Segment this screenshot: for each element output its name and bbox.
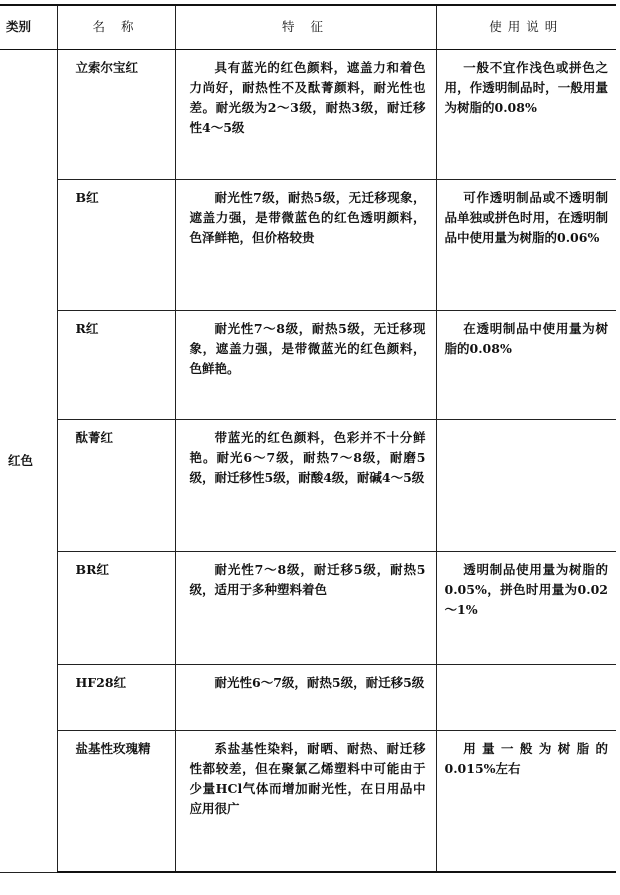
table-row bbox=[0, 730, 616, 872]
pigment-name: 立索尔宝红 bbox=[57, 49, 175, 179]
table-row bbox=[0, 664, 616, 730]
table-row bbox=[0, 49, 616, 179]
pigment-features: 耐光性7～8级，耐热5级，无迁移现象，遮盖力强，是带微蓝光的红色颜料，色鲜艳。 bbox=[175, 310, 436, 419]
table-row bbox=[0, 179, 616, 310]
pigment-usage: 用量一般为树脂的0.015%左右 bbox=[436, 730, 616, 872]
pigment-features: 系盐基性染料，耐晒、耐热、耐迁移性都较差，但在聚氯乙烯塑料中可能由于少量HCl气体而增加耐光性，在日用品中应用很广 bbox=[175, 730, 436, 872]
header-usage: 使用说明 bbox=[436, 5, 616, 49]
pigment-usage bbox=[436, 419, 616, 551]
pigment-features: 具有蓝光的红色颜料，遮盖力和着色力尚好，耐热性不及酞菁颜料，耐光性也差。耐光级为2～3级，耐热3级，耐迁移性4～5级 bbox=[175, 49, 436, 179]
header-category: 类别 bbox=[0, 5, 57, 49]
pigment-name: 盐基性玫瑰精 bbox=[57, 730, 175, 872]
pigment-name: BR红 bbox=[57, 551, 175, 664]
pigment-usage bbox=[436, 664, 616, 730]
pigment-features: 耐光性7级，耐热5级，无迁移现象，遮盖力强，是带微蓝色的红色透明颜料，色泽鲜艳，但价格较贵 bbox=[175, 179, 436, 310]
pigment-usage: 透明制品使用量为树脂的0.05%，拼色时用量为0.02～1% bbox=[436, 551, 616, 664]
table-row bbox=[0, 419, 616, 551]
table-row bbox=[0, 310, 616, 419]
header-features: 特 征 bbox=[175, 5, 436, 49]
pigment-usage: 一般不宜作浅色或拼色之用，作透明制品时，一般用量为树脂的0.08% bbox=[436, 49, 616, 179]
header-name: 名 称 bbox=[57, 5, 175, 49]
pigment-usage: 在透明制品中使用量为树脂的0.08% bbox=[436, 310, 616, 419]
table-row bbox=[0, 551, 616, 664]
pigment-name: R红 bbox=[57, 310, 175, 419]
pigment-features: 耐光性6～7级，耐热5级，耐迁移5级 bbox=[175, 664, 436, 730]
pigment-name: B红 bbox=[57, 179, 175, 310]
category-cell: 红色 bbox=[0, 49, 57, 872]
header-row bbox=[0, 5, 616, 49]
pigment-table bbox=[0, 4, 616, 873]
pigment-name: 酞菁红 bbox=[57, 419, 175, 551]
pigment-name: HF28红 bbox=[57, 664, 175, 730]
pigment-usage: 可作透明制品或不透明制品单独或拼色时用，在透明制品中使用量为树脂的0.06% bbox=[436, 179, 616, 310]
pigment-features: 耐光性7～8级，耐迁移5级，耐热5级，适用于多种塑料着色 bbox=[175, 551, 436, 664]
pigment-features: 带蓝光的红色颜料，色彩并不十分鲜艳。耐光6～7级，耐热7～8级，耐磨5级，耐迁移性5级，耐酸4级，耐碱4～5级 bbox=[175, 419, 436, 551]
